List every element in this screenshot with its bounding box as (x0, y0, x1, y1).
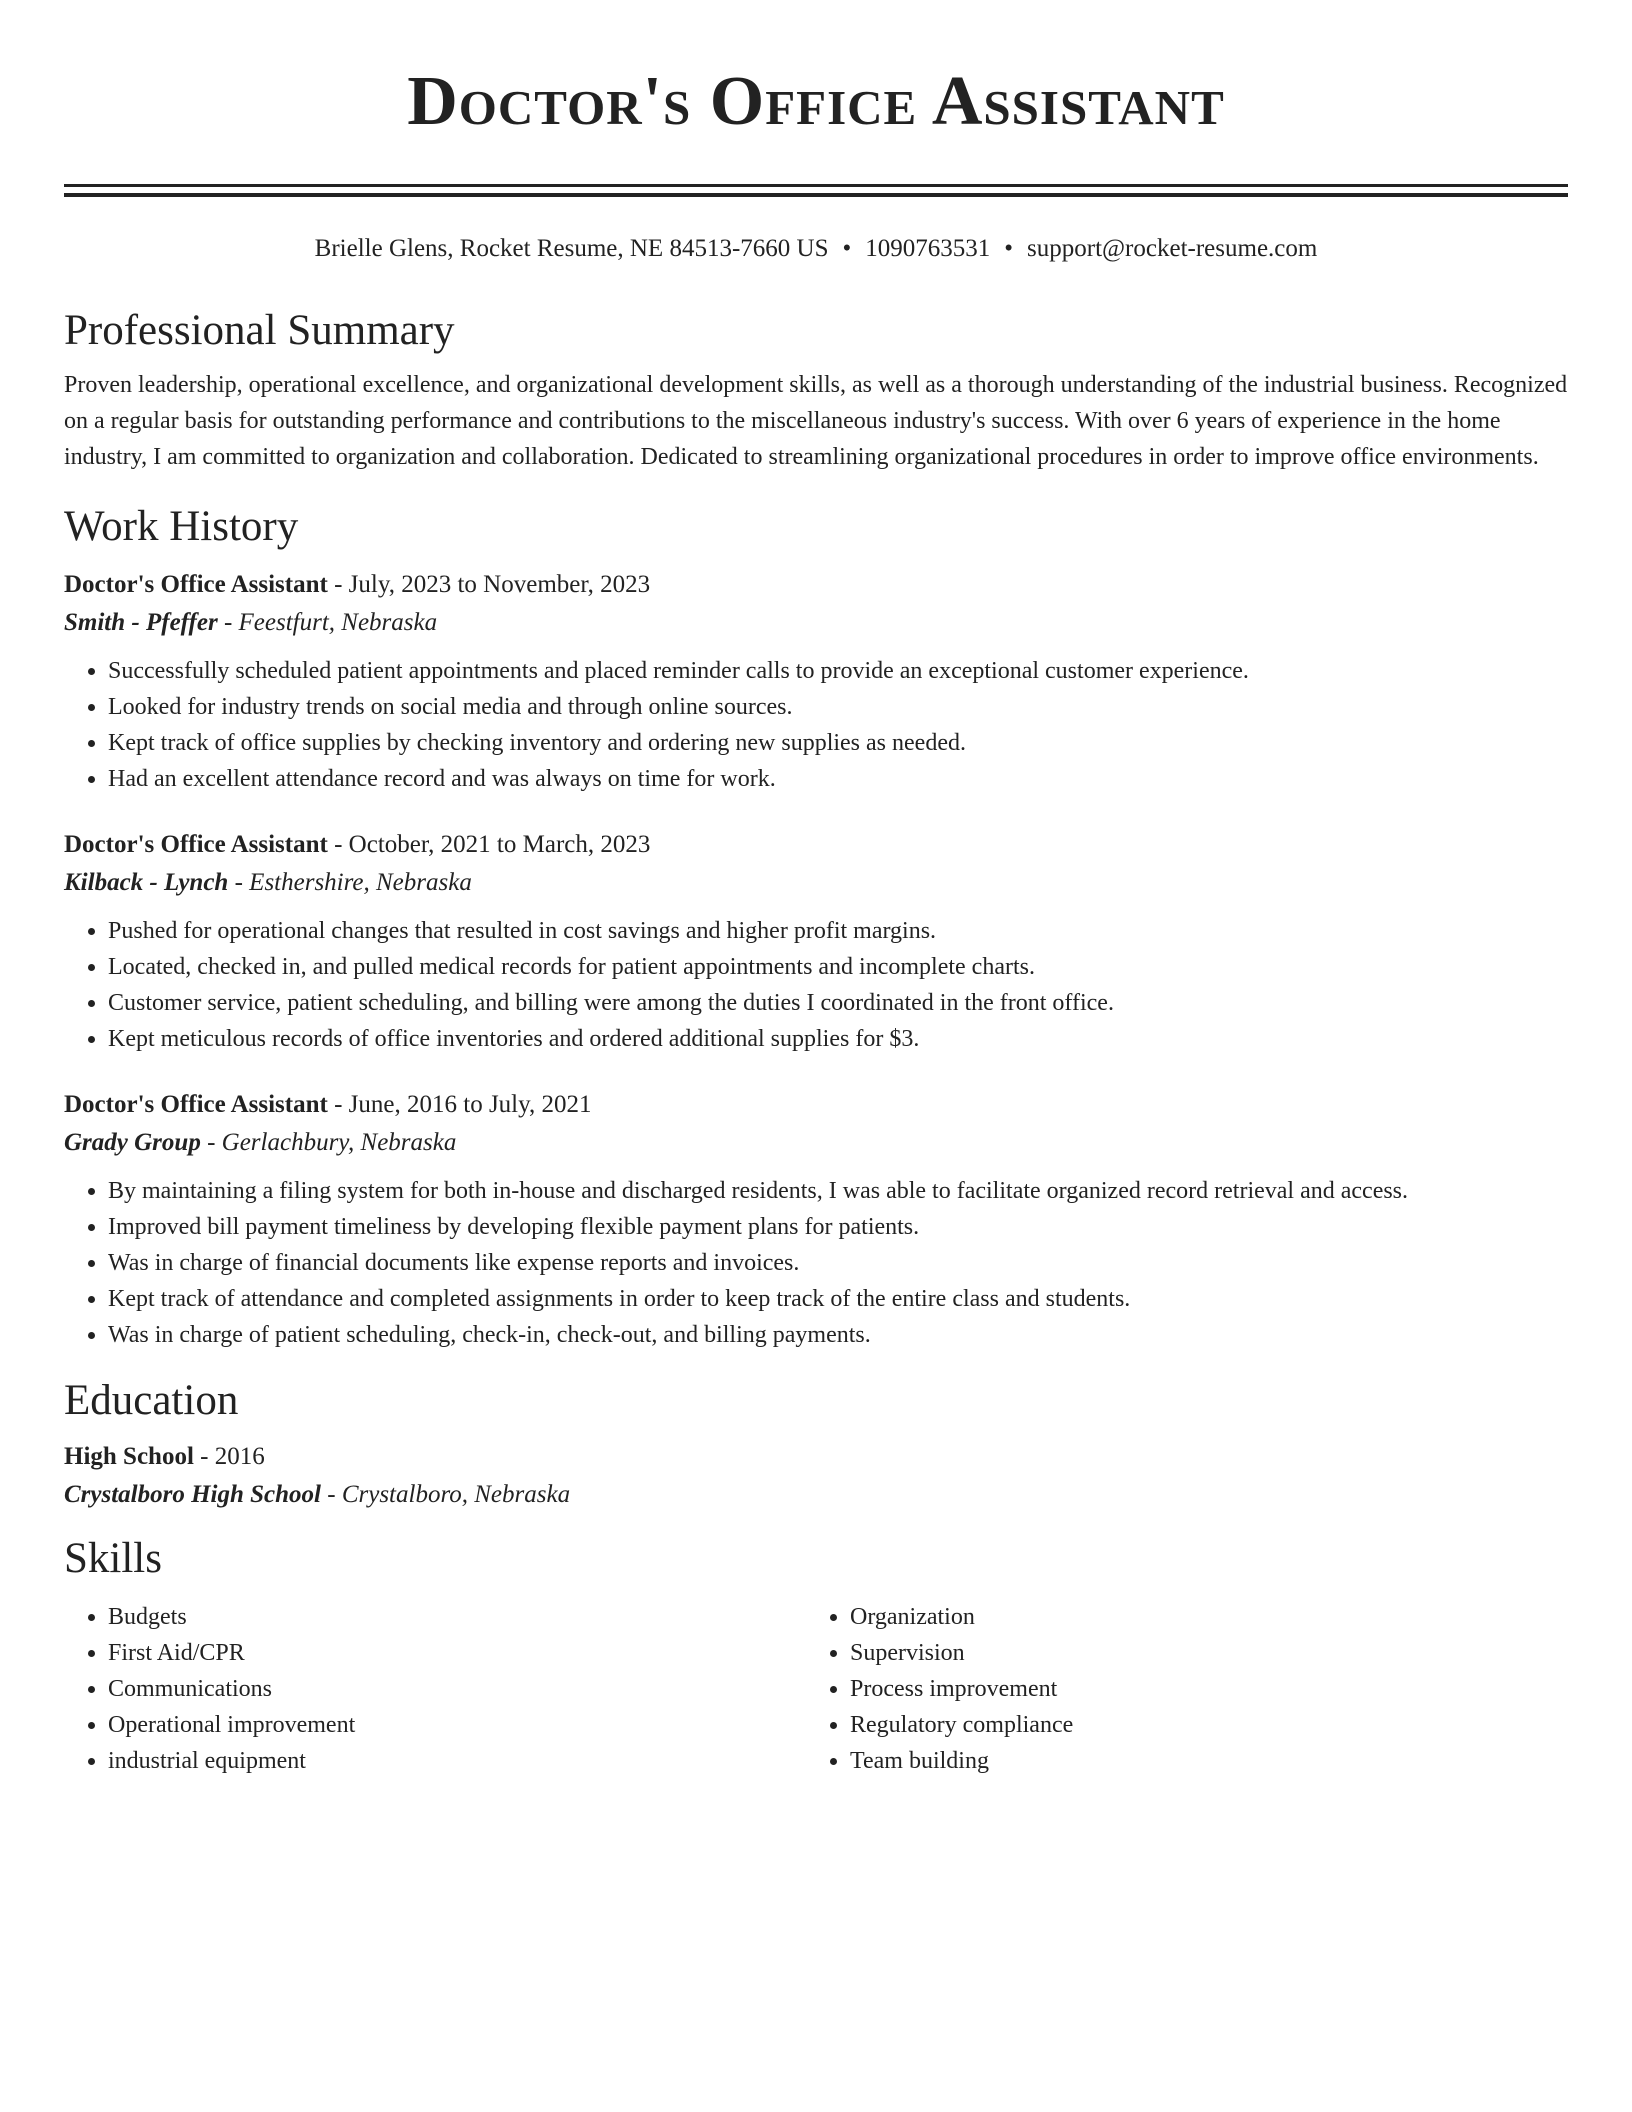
job-dates: - July, 2023 to November, 2023 (327, 571, 651, 598)
job-duty: • Customer service, patient scheduling, and billing were among the duties I coordinated in the front office. (108, 985, 1568, 1021)
skills-column-right (806, 1599, 1548, 1779)
job-dates: - October, 2021 to March, 2023 (327, 831, 651, 858)
job-company-line (64, 603, 1568, 643)
header-rule-bottom (64, 193, 1568, 197)
skill-item: • Process improvement (850, 1671, 1548, 1707)
contact-phone: 1090763531 (865, 235, 991, 262)
skill-item: • Organization (850, 1599, 1548, 1635)
work-history-section (64, 501, 1568, 1353)
job-company-line (64, 863, 1568, 903)
summary-heading: Professional Summary (64, 307, 455, 354)
skills-list-left (64, 1599, 806, 1779)
resume-name: Doctor's Office Assistant (407, 63, 1225, 140)
education-school-line (64, 1475, 1568, 1515)
contact-email[interactable]: support@rocket-resume.com (1027, 235, 1318, 262)
job-company-line (64, 1123, 1568, 1163)
skill-item: • Supervision (850, 1635, 1548, 1671)
education-section (64, 1375, 1568, 1515)
contact-address: Brielle Glens, Rocket Resume, NE 84513-7660 US (314, 235, 829, 262)
job-entry (64, 567, 1568, 797)
skills-grid (64, 1599, 1568, 1779)
job-company: Grady Group (64, 1129, 201, 1156)
header-rule-top (64, 184, 1568, 187)
job-title-line (64, 567, 1568, 603)
job-duties (64, 653, 1568, 797)
summary-text: Proven leadership, operational excellence, and organizational development skills, as well as a thorough understanding of the industrial business. Recognized on a regular basis for outstanding performance and contributions to the miscellaneous industry's success. With over 6 years of experience in the home industry, I am committed to organization and collaboration. Dedicated to streamlining organizational procedures in order to improve office environments. (64, 372, 1568, 470)
education-location: - Crystalboro, Nebraska (321, 1481, 571, 1508)
skills-column-left (64, 1599, 806, 1779)
job-duty: • Successfully scheduled patient appointments and placed reminder calls to provide an exceptional customer experience. (108, 653, 1568, 689)
job-duty: • Looked for industry trends on social media and through online sources. (108, 689, 1568, 725)
job-title: Doctor's Office Assistant (64, 1091, 328, 1118)
job-dates: - June, 2016 to July, 2021 (327, 1091, 592, 1118)
job-title-line (64, 827, 1568, 863)
job-title: Doctor's Office Assistant (64, 831, 328, 858)
job-entry (64, 1087, 1568, 1353)
job-duty: • Kept track of office supplies by checking inventory and ordering new supplies as needed. (108, 725, 1568, 761)
job-company: Smith - Pfeffer (64, 609, 218, 636)
job-duty: • Had an excellent attendance record and was always on time for work. (108, 761, 1568, 797)
job-duty: • Located, checked in, and pulled medical records for patient appointments and incomplete charts. (108, 949, 1568, 985)
skill-item: • industrial equipment (108, 1743, 806, 1779)
skill-item: • Budgets (108, 1599, 806, 1635)
skill-item: • First Aid/CPR (108, 1635, 806, 1671)
job-duties (64, 913, 1568, 1057)
summary-section (64, 305, 1568, 475)
skills-section (64, 1533, 1568, 1779)
job-duty: • Kept track of attendance and completed assignments in order to keep track of the entire class and students. (108, 1281, 1568, 1317)
job-duty: • Pushed for operational changes that resulted in cost savings and higher profit margins. (108, 913, 1568, 949)
skill-item: • Team building (850, 1743, 1548, 1779)
job-title-line (64, 1087, 1568, 1123)
job-duties (64, 1173, 1568, 1353)
contact-line (64, 233, 1568, 265)
job-location: - Gerlachbury, Nebraska (200, 1129, 457, 1156)
job-entry (64, 827, 1568, 1057)
work-history-heading: Work History (64, 503, 299, 550)
skills-list-right (806, 1599, 1548, 1779)
education-school: Crystalboro High School (64, 1481, 321, 1508)
job-title: Doctor's Office Assistant (64, 571, 328, 598)
education-degree: High School (64, 1443, 194, 1470)
job-duty: • Was in charge of patient scheduling, check-in, check-out, and billing payments. (108, 1317, 1568, 1353)
skill-item: • Regulatory compliance (850, 1707, 1548, 1743)
job-location: - Esthershire, Nebraska (228, 869, 472, 896)
job-duty: • Kept meticulous records of office inventories and ordered additional supplies for $3. (108, 1021, 1568, 1057)
job-company: Kilback - Lynch (64, 869, 229, 896)
education-degree-line (64, 1439, 1568, 1475)
job-duty: • Was in charge of financial documents like expense reports and invoices. (108, 1245, 1568, 1281)
education-entry (64, 1439, 1568, 1515)
skills-heading: Skills (64, 1535, 162, 1582)
skill-item: • Communications (108, 1671, 806, 1707)
job-location: - Feestfurt, Nebraska (217, 609, 438, 636)
job-duty: • Improved bill payment timeliness by developing flexible payment plans for patients. (108, 1209, 1568, 1245)
contact-separator: • (1004, 235, 1014, 262)
education-year: - 2016 (193, 1443, 265, 1470)
skill-item: • Operational improvement (108, 1707, 806, 1743)
education-heading: Education (64, 1377, 239, 1424)
contact-separator: • (842, 235, 852, 262)
job-duty: • By maintaining a filing system for both in-house and discharged residents, I was able to facilitate organized record retrieval and access. (108, 1173, 1568, 1209)
